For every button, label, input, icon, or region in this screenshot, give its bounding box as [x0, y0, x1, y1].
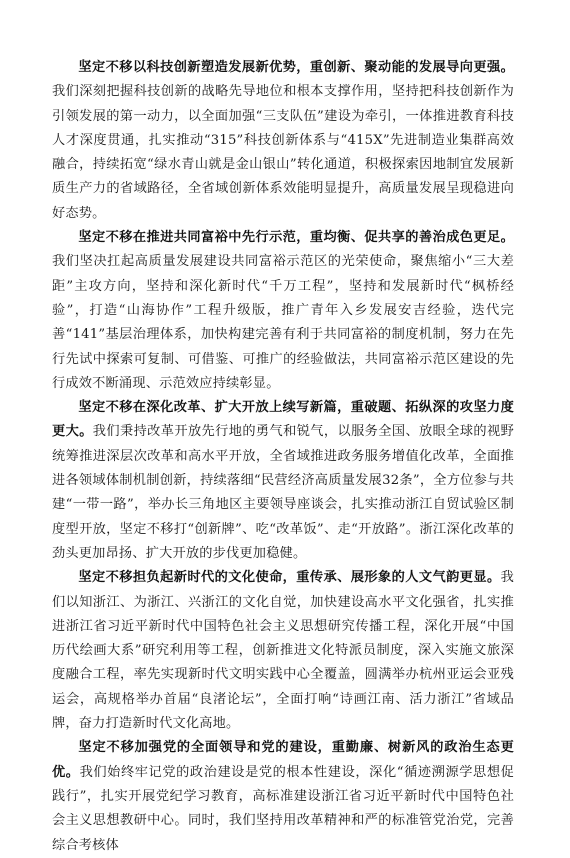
paragraph-party-building — [52, 736, 514, 857]
paragraph-heading: 坚定不移担负起新时代的文化使命，重传承、展形象的人文气韵更显。 — [78, 570, 501, 586]
paragraph-body: 我们秉持改革开放先行地的勇气和锐气，以服务全国、放眼全球的视野统筹推进深层次改革和高水平开放，全省域推进政务服务增值化改革，全面推进各领域体制机制创新，持续落细“民营经济高质量发展32条”，全方位参与共建“一带一路”，举办长三角地区主要领导座谈会，扎实推动浙江自贸试验区制度型开放，坚定不移打“创新牌”、吃“改革饭”、走“开放路”。浙江深化改革的劲头更加昂扬、扩大开放的步伐更加稳健。 — [52, 424, 514, 561]
paragraph-reform-opening — [52, 396, 514, 566]
paragraph-heading: 坚定不移加强党的全面领导和党的建设，重勤廉、树新风的政治生态更优。 — [52, 740, 514, 780]
paragraph-tech-innovation — [52, 56, 514, 226]
paragraph-body: 我们始终牢记党的政治建设是党的根本性建设，深化“循迹溯源学思想促践行”，扎实开展党纪学习教育，高标准建设浙江省习近平新时代中国特色社会主义思想教研中心。同时，我们坚持用改革精神和严的标准管党治党，完善综合考核体 — [52, 764, 515, 853]
paragraph-heading: 坚定不移以科技创新塑造发展新优势，重创新、聚动能的发展导向更强。 — [78, 60, 514, 75]
paragraph-body: 我们深刻把握科技创新的战略先导地位和根本支撑作用，坚持把科技创新作为引领发展的第一动力，以全面加强“三支队伍”建设为牵引，一体推进教育科技人才深度贯通，扎实推动“315”科技创新体系与“415X”先进制造业集群高效融合，持续拓宽“绿水青山就是金山银山”转化通道，积极探索因地制宜发展新质生产力的省域路径，全省域创新体系效能明显提升，高质量发展呈现稳进向好态势。 — [52, 84, 514, 221]
paragraph-heading: 坚定不移在推进共同富裕中先行示范，重均衡、促共享的善治成色更足。 — [78, 230, 514, 246]
paragraph-common-prosperity — [52, 226, 514, 396]
paragraph-cultural-mission — [52, 566, 514, 736]
paragraph-body: 我们以知浙江、为浙江、兴浙江的文化自觉，加快建设高水平文化强省，扎实推进浙江省习近平新时代中国特色社会主义思想研究传播工程，深化开展“中国历代绘画大系”研究利用等工程，创新推进文化特派员制度，深入实施文旅深度融合工程，率先实现新时代文明实践中心全覆盖，圆满举办杭州亚运会亚残运会，高规格举办首届“良渚论坛”，全面打响“诗画江南、活力浙江”省域品牌，奋力打造新时代文化高地。 — [52, 570, 514, 732]
paragraph-heading: 坚定不移在深化改革、扩大开放上续写新篇，重破题、拓纵深的攻坚力度更大。 — [52, 400, 514, 440]
document-page — [52, 56, 514, 858]
paragraph-body: 我们坚决扛起高质量发展建设共同富裕示范区的光荣使命，聚焦缩小“三大差距”主攻方向，坚持和深化新时代“千万工程”，坚持和发展新时代“枫桥经验”，打造“山海协作”工程升级版，推广青年入乡发展安吉经验，迭代完善“141”基层治理体系，加快构建完善有利于共同富裕的制度机制，努力在先行先试中探索可复制、可借鉴、可推广的经验做法，共同富裕示范区建设的先行成效不断涌现、示范效应持续彰显。 — [52, 254, 514, 391]
